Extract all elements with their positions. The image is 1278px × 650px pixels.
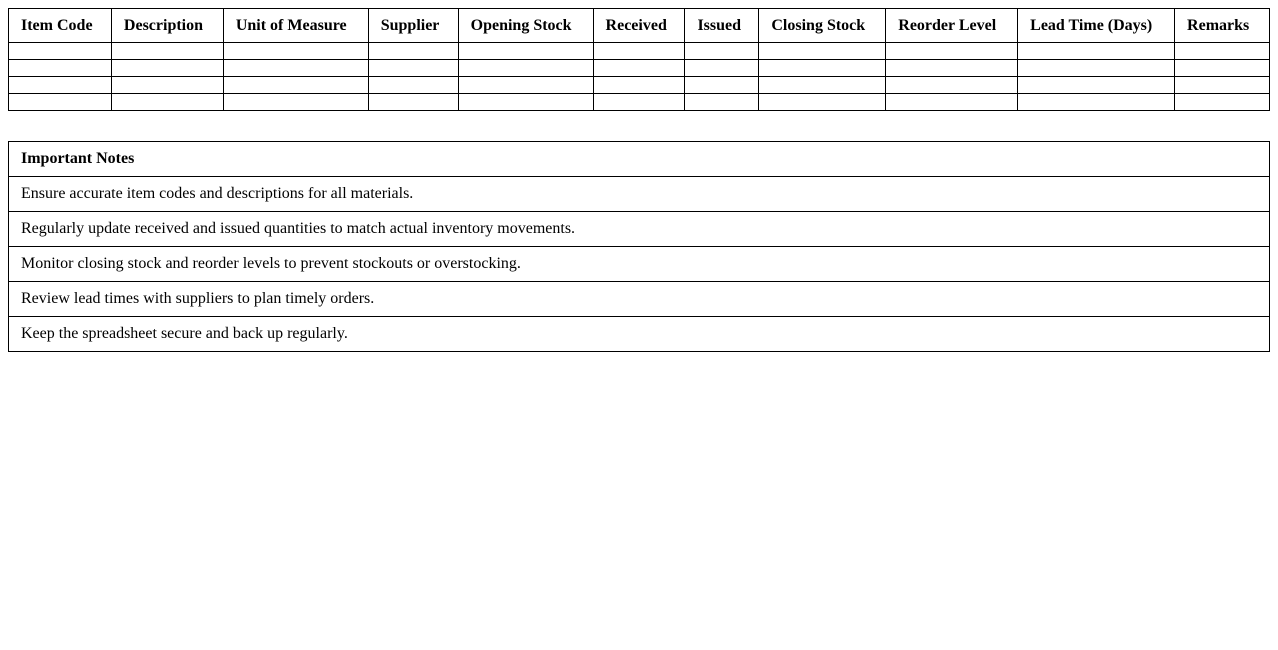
column-header-item-code: Item Code bbox=[9, 9, 112, 43]
table-cell[interactable] bbox=[886, 60, 1018, 77]
table-cell[interactable] bbox=[685, 60, 759, 77]
table-cell[interactable] bbox=[886, 94, 1018, 111]
table-cell[interactable] bbox=[223, 77, 368, 94]
note-row bbox=[9, 212, 1270, 247]
note-row bbox=[9, 282, 1270, 317]
table-cell[interactable] bbox=[1018, 94, 1175, 111]
table-cell[interactable] bbox=[759, 43, 886, 60]
table-cell[interactable] bbox=[593, 60, 685, 77]
note-item: Review lead times with suppliers to plan timely orders. bbox=[9, 282, 1270, 317]
table-cell[interactable] bbox=[9, 60, 112, 77]
table-cell[interactable] bbox=[886, 77, 1018, 94]
table-cell[interactable] bbox=[593, 43, 685, 60]
table-cell[interactable] bbox=[759, 77, 886, 94]
table-cell[interactable] bbox=[759, 94, 886, 111]
column-header-opening-stock: Opening Stock bbox=[458, 9, 593, 43]
notes-title: Important Notes bbox=[9, 142, 1270, 177]
table-cell[interactable] bbox=[1175, 60, 1270, 77]
notes-header-row bbox=[9, 142, 1270, 177]
column-header-lead-time: Lead Time (Days) bbox=[1018, 9, 1175, 43]
column-header-remarks: Remarks bbox=[1175, 9, 1270, 43]
table-cell[interactable] bbox=[9, 94, 112, 111]
table-cell[interactable] bbox=[458, 60, 593, 77]
table-row bbox=[9, 60, 1270, 77]
table-cell[interactable] bbox=[759, 60, 886, 77]
table-cell[interactable] bbox=[886, 43, 1018, 60]
table-cell[interactable] bbox=[458, 94, 593, 111]
table-cell[interactable] bbox=[458, 43, 593, 60]
column-header-issued: Issued bbox=[685, 9, 759, 43]
table-cell[interactable] bbox=[111, 60, 223, 77]
column-header-supplier: Supplier bbox=[368, 9, 458, 43]
table-cell[interactable] bbox=[223, 43, 368, 60]
table-cell[interactable] bbox=[1018, 43, 1175, 60]
note-row bbox=[9, 177, 1270, 212]
column-header-unit-of-measure: Unit of Measure bbox=[223, 9, 368, 43]
table-cell[interactable] bbox=[111, 43, 223, 60]
table-cell[interactable] bbox=[111, 94, 223, 111]
table-cell[interactable] bbox=[1018, 77, 1175, 94]
table-cell[interactable] bbox=[1175, 77, 1270, 94]
table-cell[interactable] bbox=[1018, 60, 1175, 77]
table-cell[interactable] bbox=[9, 77, 112, 94]
table-row bbox=[9, 94, 1270, 111]
column-header-closing-stock: Closing Stock bbox=[759, 9, 886, 43]
table-cell[interactable] bbox=[1175, 94, 1270, 111]
column-header-reorder-level: Reorder Level bbox=[886, 9, 1018, 43]
table-cell[interactable] bbox=[368, 94, 458, 111]
note-row bbox=[9, 317, 1270, 352]
table-row bbox=[9, 43, 1270, 60]
table-cell[interactable] bbox=[223, 94, 368, 111]
important-notes-table bbox=[8, 141, 1270, 352]
table-cell[interactable] bbox=[368, 60, 458, 77]
table-cell[interactable] bbox=[111, 77, 223, 94]
inventory-table-body bbox=[9, 43, 1270, 111]
note-item: Keep the spreadsheet secure and back up regularly. bbox=[9, 317, 1270, 352]
table-cell[interactable] bbox=[593, 94, 685, 111]
table-cell[interactable] bbox=[593, 77, 685, 94]
table-cell[interactable] bbox=[685, 43, 759, 60]
inventory-table bbox=[8, 8, 1270, 111]
note-row bbox=[9, 247, 1270, 282]
table-cell[interactable] bbox=[368, 77, 458, 94]
note-item: Regularly update received and issued quantities to match actual inventory movements. bbox=[9, 212, 1270, 247]
note-item: Ensure accurate item codes and descriptions for all materials. bbox=[9, 177, 1270, 212]
table-cell[interactable] bbox=[685, 94, 759, 111]
column-header-received: Received bbox=[593, 9, 685, 43]
table-cell[interactable] bbox=[458, 77, 593, 94]
inventory-header-row bbox=[9, 9, 1270, 43]
table-row bbox=[9, 77, 1270, 94]
table-cell[interactable] bbox=[223, 60, 368, 77]
table-cell[interactable] bbox=[9, 43, 112, 60]
table-cell[interactable] bbox=[368, 43, 458, 60]
table-cell[interactable] bbox=[685, 77, 759, 94]
column-header-description: Description bbox=[111, 9, 223, 43]
note-item: Monitor closing stock and reorder levels to prevent stockouts or overstocking. bbox=[9, 247, 1270, 282]
table-cell[interactable] bbox=[1175, 43, 1270, 60]
